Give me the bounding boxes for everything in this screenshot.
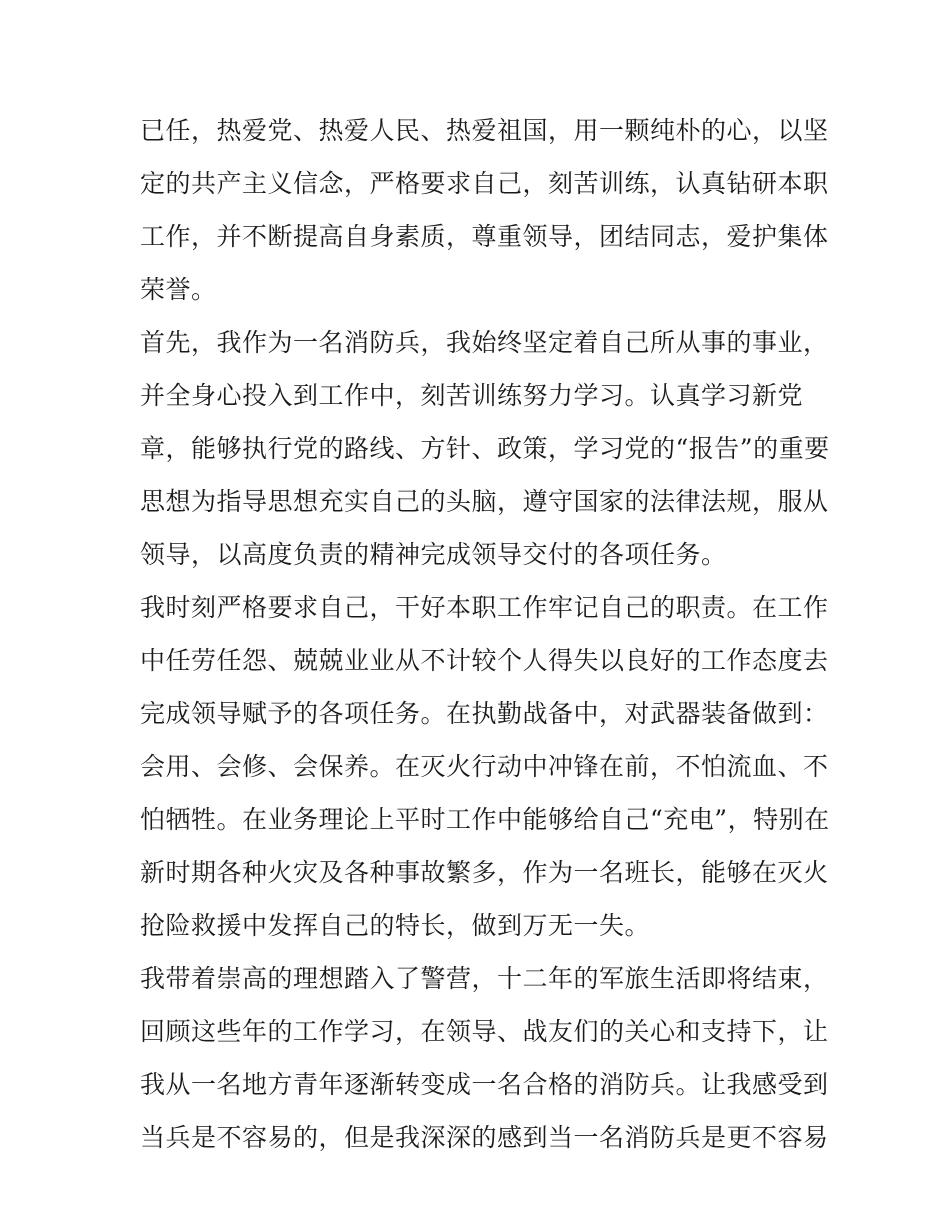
text-line: 怕牺牲。在业务理论上平时工作中能够给自己“充电”，特别在 (140, 805, 830, 834)
text-line: 抢险救援中发挥自己的特长，做到万无一失。 (140, 911, 651, 940)
text-line: 并全身心投入到工作中，刻苦训练努力学习。认真学习新党 (140, 381, 804, 410)
text-line: 当兵是不容易的，但是我深深的感到当一名消防兵是更不容易 (140, 1123, 829, 1152)
text-line: 回顾这些年的工作学习，在领导、战友们的关心和支持下，让 (140, 1017, 829, 1046)
text-line: 工作，并不断提高自身素质，尊重领导，团结同志，爱护集体 (140, 222, 829, 251)
text-line: 章，能够执行党的路线、方针、政策，学习党的“报告”的重要 (140, 434, 830, 463)
text-line: 已任，热爱党、热爱人民、热爱祖国，用一颗纯朴的心，以坚 (140, 116, 829, 145)
text-line: 新时期各种火灾及各种事故繁多，作为一名班长，能够在灭火 (140, 858, 829, 887)
text-line: 我时刻严格要求自己，干好本职工作牢记自己的职责。在工作 (140, 593, 829, 622)
text-line: 定的共产主义信念，严格要求自己，刻苦训练，认真钻研本职 (140, 169, 829, 198)
text-line: 我从一名地方青年逐渐转变成一名合格的消防兵。让我感受到 (140, 1070, 829, 1099)
text-line: 领导，以高度负责的精神完成领导交付的各项任务。 (140, 540, 727, 569)
text-line: 首先，我作为一名消防兵，我始终坚定着自己所从事的事业， (140, 328, 829, 357)
text-line: 会用、会修、会保养。在灭火行动中冲锋在前，不怕流血、不 (140, 752, 829, 781)
text-line: 完成领导赋予的各项任务。在执勤战备中，对武器装备做到： (140, 699, 829, 728)
text-line: 荣誉。 (140, 275, 217, 304)
text-line: 中任劳任怨、兢兢业业从不计较个人得失以良好的工作态度去 (140, 646, 829, 675)
document-body (140, 104, 830, 1164)
text-line: 我带着崇高的理想踏入了警营，十二年的军旅生活即将结束， (140, 964, 829, 993)
text-line: 思想为指导思想充实自己的头脑，遵守国家的法律法规，服从 (140, 487, 829, 516)
